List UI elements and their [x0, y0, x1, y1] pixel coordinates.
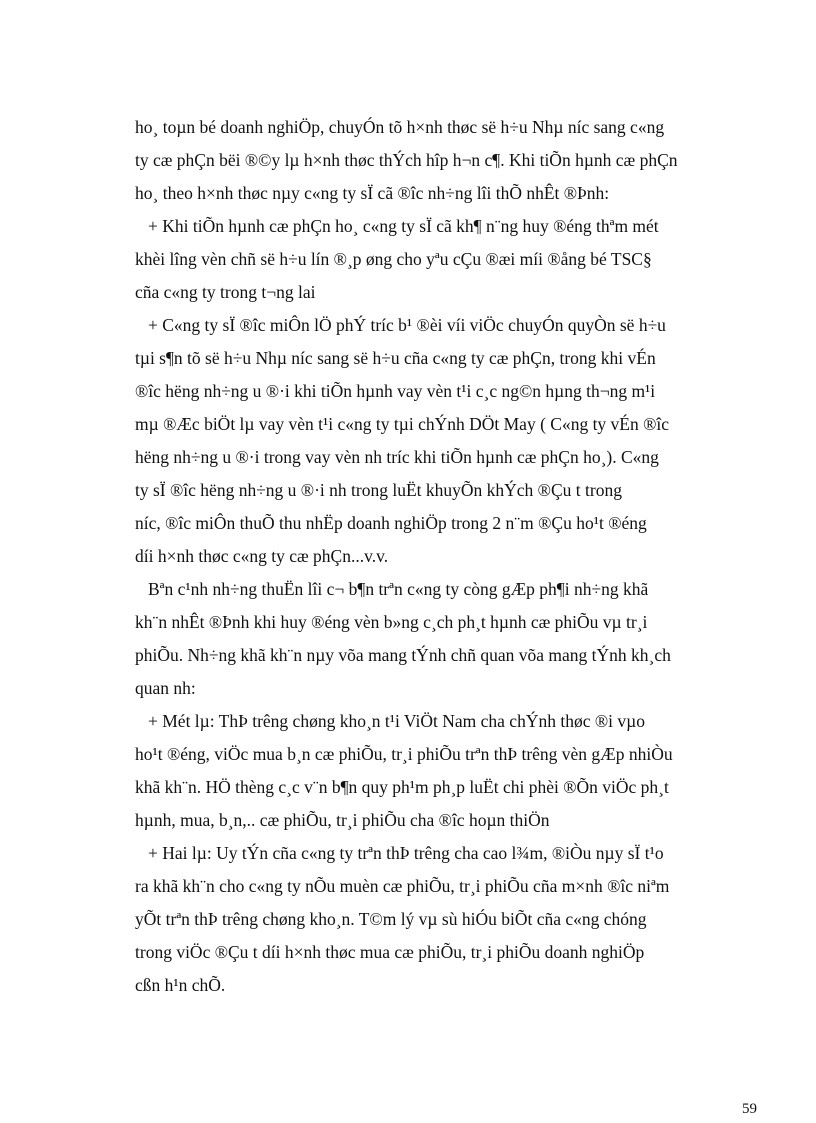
body-line: tµi s¶n tõ së h÷u Nhµ níc sang së h÷u cña c«ng ty cæ phÇn, trong khi vÉn	[135, 348, 656, 368]
body-line: Bªn c¹nh nh÷ng thuËn lîi c¬ b¶n trªn c«ng ty còng gÆp ph¶i nh÷ng khã	[148, 579, 649, 599]
body-line: hµnh, mua, b¸n,.. cæ phiÕu, tr¸i phiÕu cha ®îc hoµn thiÖn	[135, 810, 550, 830]
body-line: ho¹t ®éng, viÖc mua b¸n cæ phiÕu, tr¸i phiÕu trªn thÞ trêng vèn gÆp nhiÒu	[135, 744, 673, 764]
body-line: khèi lîng vèn chñ së h÷u lín ®¸p øng cho yªu cÇu ®æi míi ®ång bé TSC§	[135, 249, 652, 269]
body-line: cña c«ng ty trong t¬ng lai	[135, 282, 316, 302]
body-line: ra khã kh¨n cho c«ng ty nÕu muèn cæ phiÕu, tr¸i phiÕu cña m×nh ®îc niªm	[135, 876, 670, 896]
body-line: ho¸ toµn bé doanh nghiÖp, chuyÓn tõ h×nh thøc së h÷u Nhµ níc sang c«ng	[135, 117, 665, 137]
body-line: phiÕu. Nh÷ng khã kh¨n nµy võa mang tÝnh chñ quan võa mang tÝnh kh¸ch	[135, 645, 671, 665]
body-line: trong viÖc ®Çu t díi h×nh thøc mua cæ phiÕu, tr¸i phiÕu doanh nghiÖp	[135, 942, 645, 962]
body-line: + Mét lµ: ThÞ trêng chøng kho¸n t¹i ViÖt Nam cha chÝnh thøc ®i vµo	[148, 711, 645, 731]
body-line: + Hai lµ: Uy tÝn cña c«ng ty trªn thÞ trêng cha cao l¾m, ®iÒu nµy sÏ t¹o	[148, 843, 664, 863]
body-line: khã kh¨n. HÖ thèng c¸c v¨n b¶n quy ph¹m ph¸p luËt chi phèi ®Õn viÖc ph¸t	[135, 777, 669, 797]
body-line: kh¨n nhÊt ®Þnh khi huy ®éng vèn b»ng c¸ch ph¸t hµnh cæ phiÕu vµ tr¸i	[135, 612, 648, 632]
body-line: ®îc hëng nh÷ng u ®·i khi tiÕn hµnh vay vèn t¹i c¸c ng©n hµng th¬ng m¹i	[135, 381, 656, 401]
body-line: hëng nh÷ng u ®·i trong vay vèn nh tríc khi tiÕn hµnh cæ phÇn ho¸). C«ng	[135, 447, 659, 467]
body-line: quan nh:	[135, 678, 196, 698]
body-line: cßn h¹n chÕ.	[135, 975, 226, 995]
body-line: + C«ng ty sÏ ®îc miÔn lÖ phÝ tríc b¹ ®èi víi viÖc chuyÓn quyÒn së h÷u	[148, 315, 666, 335]
body-line: + Khi tiÕn hµnh cæ phÇn ho¸ c«ng ty sÏ cã kh¶ n¨ng huy ®éng thªm mét	[148, 216, 659, 236]
body-line: ho¸ theo h×nh thøc nµy c«ng ty sÏ cã ®îc nh÷ng lîi thÕ nhÊt ®Þnh:	[135, 183, 610, 203]
body-line: díi h×nh thøc c«ng ty cæ phÇn...v.v.	[135, 546, 389, 566]
body-line: ty sÏ ®îc hëng nh÷ng u ®·i nh trong luËt khuyÕn khÝch ®Çu t trong	[135, 480, 622, 500]
body-line: ty cæ phÇn bëi ®©y lµ h×nh thøc thÝch hîp h¬n c¶. Khi tiÕn hµnh cæ phÇn	[135, 150, 678, 170]
body-line: mµ ®Æc biÖt lµ vay vèn t¹i c«ng ty tµi chÝnh DÖt May ( C«ng ty vÉn ®îc	[135, 414, 670, 434]
body-line: yÕt trªn thÞ trêng chøng kho¸n. T©m lý vµ sù hiÓu biÕt cña c«ng chóng	[135, 909, 647, 929]
body-line: níc, ®îc miÔn thuÕ thu nhËp doanh nghiÖp trong 2 n¨m ®Çu ho¹t ®éng	[135, 513, 647, 533]
page-number: 59	[742, 1101, 757, 1117]
